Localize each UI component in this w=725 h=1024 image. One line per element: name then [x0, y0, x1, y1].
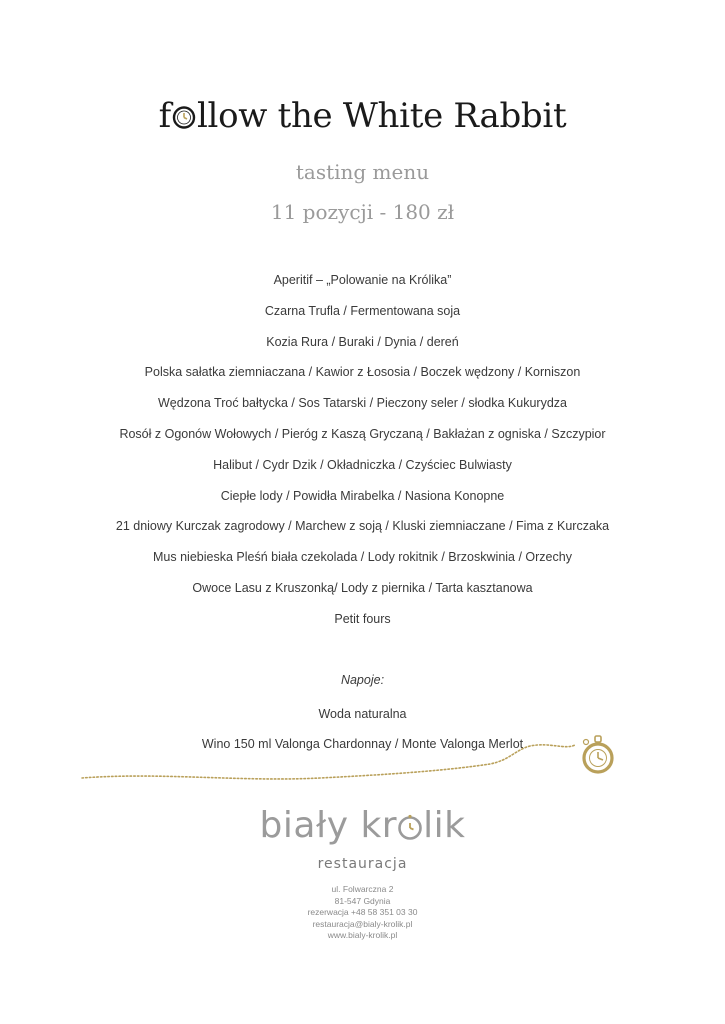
contact-city: 81-547 Gdynia [334, 895, 391, 906]
price-line: 11 pozycji - 180 zł [270, 200, 455, 224]
menu-title [0, 96, 725, 136]
title-suffix: llow the White Rabbit [196, 96, 567, 136]
course-item: Halibut / Cydr Dzik / Okładniczka / Czyściec Bulwiasty [213, 457, 512, 472]
contact-phone: rezerwacja +48 58 351 03 30 [307, 907, 418, 917]
title-prefix: f [158, 96, 171, 136]
drink-item: Woda naturalna [318, 707, 407, 721]
course-item: Kozia Rura / Buraki / Dynia / dereń [266, 334, 459, 349]
course-item: Czarna Trufla / Fermentowana soja [264, 303, 461, 318]
course-item: 21 dniowy Kurczak zagrodowy / Marchew z soją / Kluski ziemniaczane / Fima z Kurczaka [115, 519, 610, 534]
course-item: Wędzona Troć bałtycka / Sos Tatarski / Pieczony seler / słodka Kukurydza [158, 396, 567, 411]
brand-logo [0, 805, 725, 846]
course-item: Rosół z Ogonów Wołowych / Pieróg z Kaszą Gryczaną / Bakłażan z ogniska / Szczypior [119, 426, 606, 441]
pocket-watch-icon [397, 814, 423, 840]
course-list [0, 269, 725, 639]
logo-prefix: biały kr [259, 805, 398, 846]
pocket-watch-icon [172, 105, 196, 129]
contact-address: ul. Folwarczna 2 [331, 884, 394, 894]
contact-website: www.bialy-krolik.pl [327, 930, 398, 940]
menu-subtitle: tasting menu [295, 160, 430, 184]
logo-suffix: lik [423, 805, 466, 846]
logo-subtitle: restauracja [317, 856, 408, 872]
course-item: Polska sałatka ziemniaczana / Kawior z Łososia / Boczek wędzony / Korniszon [144, 365, 581, 380]
course-item: Ciepłe lody / Powidła Mirabelka / Nasiona Konopne [220, 488, 505, 503]
course-item: Petit fours [334, 611, 391, 626]
course-item: Owoce Lasu z Kruszonką/ Lody z piernika / Tarta kasztanowa [192, 580, 533, 595]
pocket-watch-chain-icon [70, 720, 640, 800]
course-item: Aperitif – „Polowanie na Królika” [273, 273, 452, 287]
contact-block [0, 884, 725, 942]
drink-item: Wino 150 ml Valonga Chardonnay / Monte Valonga Merlot [201, 737, 524, 751]
contact-email: restauracja@bialy-krolik.pl [312, 918, 413, 929]
drinks-heading: Napoje: [340, 673, 385, 687]
course-item: Mus niebieska Pleśń biała czekolada / Lody rokitnik / Brzoskwinia / Orzechy [153, 550, 572, 565]
